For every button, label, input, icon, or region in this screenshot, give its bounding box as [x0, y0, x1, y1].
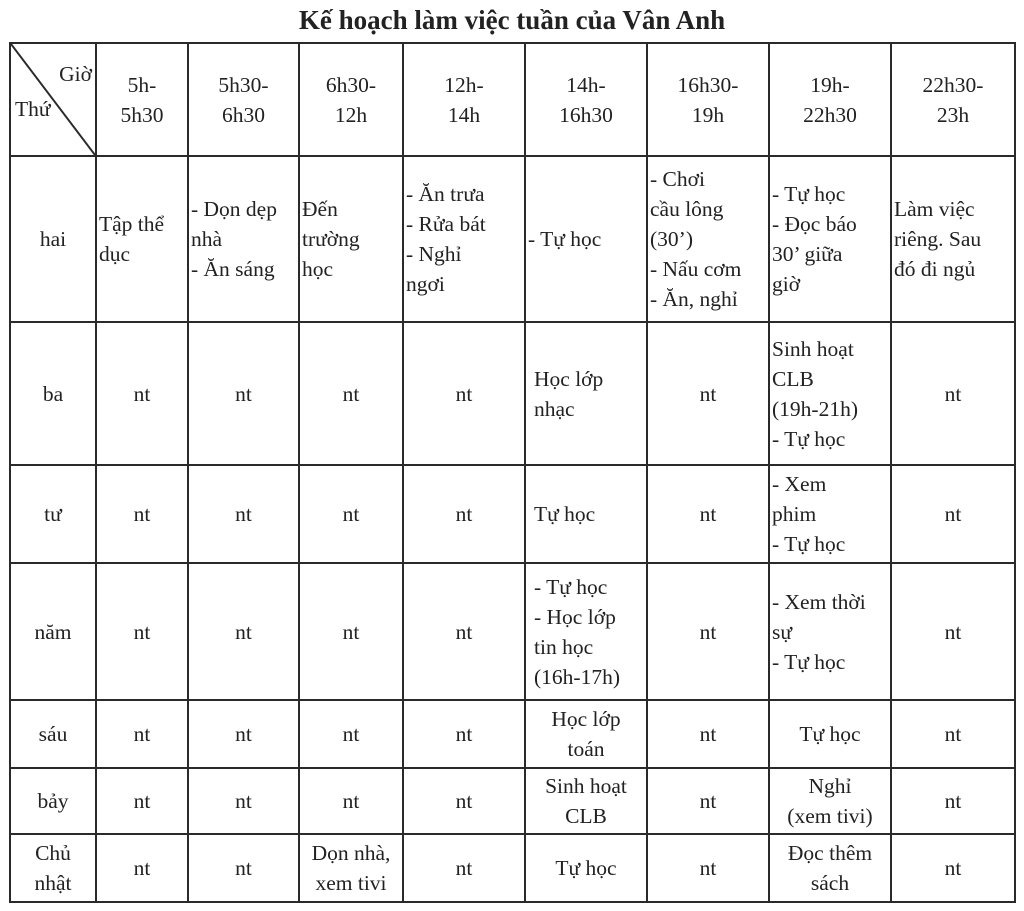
cell-line: nt: [133, 722, 151, 746]
cell-line: xem tivi: [315, 871, 387, 895]
time-slot-header: [525, 43, 647, 156]
schedule-body: [10, 43, 1015, 902]
cell-line: nt: [235, 619, 252, 644]
cell-line: tin học: [534, 634, 594, 659]
day-label: [10, 834, 96, 902]
schedule-cell: [525, 563, 647, 700]
cell-line: nt: [944, 789, 962, 813]
weekly-schedule-table: [9, 42, 1016, 903]
day-label: ba: [10, 322, 96, 465]
schedule-cell: [891, 700, 1015, 768]
cell-line: nt: [455, 502, 473, 526]
table-row: [10, 768, 1015, 834]
cell-line: - Rửa bát: [406, 212, 486, 236]
cell-line: - Tự học: [534, 574, 608, 599]
schedule-cell: [891, 156, 1015, 322]
cell-line: - Học lớp: [534, 604, 616, 629]
header-line: 12h: [334, 102, 368, 127]
schedule-cell: [299, 700, 403, 768]
schedule-cell: [891, 768, 1015, 834]
cell-line: 30’ giữa: [772, 242, 843, 266]
schedule-cell: [188, 156, 299, 322]
cell-line: nt: [699, 722, 717, 746]
cell-line: - Tự học: [772, 426, 846, 451]
schedule-cell: [188, 563, 299, 700]
cell-line: dục: [99, 242, 131, 266]
schedule-cell: [891, 465, 1015, 563]
header-line: 6h30-: [325, 72, 377, 97]
corner-cell: [10, 43, 96, 156]
cell-line: nt: [944, 722, 962, 746]
header-line: 22h30-: [922, 72, 984, 97]
cell-line: nt: [235, 502, 252, 526]
cell-line: nt: [455, 856, 473, 880]
schedule-cell: [299, 768, 403, 834]
schedule-cell: [403, 156, 525, 322]
schedule-cell: [647, 563, 769, 700]
schedule-cell: [96, 834, 188, 902]
cell-line: nt: [342, 619, 360, 644]
cell-line: Học lớp: [551, 707, 621, 731]
cell-line: học: [302, 257, 334, 281]
table-row: [10, 834, 1015, 902]
schedule-cell: [647, 834, 769, 902]
schedule-cell: [96, 768, 188, 834]
schedule-cell: [188, 768, 299, 834]
header-line: 19h-: [810, 72, 850, 97]
schedule-cell: [769, 768, 891, 834]
cell-line: nt: [699, 789, 717, 813]
header-line: 5h-: [127, 72, 157, 97]
cell-line: nt: [455, 381, 473, 406]
schedule-cell: [96, 156, 188, 322]
header-line: 16h30-: [677, 72, 739, 97]
schedule-cell: [299, 563, 403, 700]
cell-line: - Ăn, nghỉ: [650, 287, 738, 311]
day-label: năm: [10, 563, 96, 700]
header-line: 6h30: [222, 102, 265, 127]
cell-line: CLB: [565, 804, 607, 828]
cell-line: Đọc thêm: [787, 841, 873, 865]
cell-line: nt: [699, 502, 717, 526]
schedule-cell: [769, 563, 891, 700]
schedule-cell: [96, 700, 188, 768]
schedule-cell: [96, 322, 188, 465]
header-line: 12h-: [444, 72, 484, 97]
schedule-cell: [891, 563, 1015, 700]
schedule-cell: [403, 563, 525, 700]
schedule-cell: [188, 834, 299, 902]
schedule-cell: [525, 768, 647, 834]
cell-line: nt: [342, 502, 360, 526]
schedule-cell: [647, 700, 769, 768]
cell-line: Tự học: [555, 856, 617, 880]
corner-day-label: Thứ: [15, 97, 51, 121]
schedule-cell: [188, 322, 299, 465]
schedule-cell: [769, 465, 891, 563]
header-row: [10, 43, 1015, 156]
table-row: [10, 156, 1015, 322]
schedule-cell: [647, 156, 769, 322]
cell-line: - Tự học: [528, 227, 602, 251]
cell-line: Làm việc: [894, 197, 975, 221]
cell-line: giờ: [772, 272, 801, 296]
schedule-cell: [647, 322, 769, 465]
schedule-cell: [96, 465, 188, 563]
cell-line: Tự học: [534, 502, 596, 526]
cell-line: - Dọn dẹp: [191, 197, 277, 221]
cell-line: nt: [455, 722, 473, 746]
time-slot-header: [891, 43, 1015, 156]
time-slot-header: [769, 43, 891, 156]
day-label: tư: [10, 465, 96, 563]
schedule-cell: [299, 322, 403, 465]
day-label: sáu: [10, 700, 96, 768]
cell-line: - Ăn sáng: [191, 257, 275, 281]
schedule-cell: [525, 834, 647, 902]
schedule-cell: [188, 700, 299, 768]
schedule-cell: [188, 465, 299, 563]
corner-hour-label: Giờ: [59, 62, 92, 86]
cell-line: - Nghỉ: [406, 242, 462, 266]
cell-line: Dọn nhà,: [311, 841, 391, 865]
schedule-cell: [525, 700, 647, 768]
time-slot-header: [96, 43, 188, 156]
cell-line: (xem tivi): [787, 804, 873, 828]
day-label-line: nhật: [34, 871, 72, 895]
header-line: 23h: [936, 102, 970, 127]
schedule-cell: [647, 465, 769, 563]
cell-line: (19h-21h): [772, 396, 858, 421]
table-row: [10, 322, 1015, 465]
schedule-cell: [403, 322, 525, 465]
cell-line: - Xem thời: [772, 589, 866, 614]
cell-line: nt: [133, 381, 151, 406]
schedule-cell: [769, 700, 891, 768]
time-slot-header: [403, 43, 525, 156]
day-label: bảy: [10, 768, 96, 834]
header-line: 22h30: [803, 102, 857, 127]
cell-line: nt: [235, 789, 252, 813]
cell-line: cầu lông: [650, 197, 724, 221]
cell-line: nt: [944, 856, 962, 880]
schedule-cell: [403, 768, 525, 834]
schedule-cell: [403, 700, 525, 768]
cell-line: nt: [342, 381, 360, 406]
cell-line: (30’): [650, 227, 693, 251]
cell-line: Đến: [302, 197, 338, 221]
cell-line: nt: [455, 789, 473, 813]
schedule-cell: [96, 563, 188, 700]
cell-line: - Tự học: [772, 182, 846, 206]
cell-line: nt: [944, 502, 962, 526]
cell-line: CLB: [772, 366, 814, 391]
schedule-cell: [891, 322, 1015, 465]
day-label-line: Chủ: [35, 841, 71, 865]
header-line: 14h-: [566, 72, 606, 97]
time-slot-header: [299, 43, 403, 156]
header-line: 16h30: [559, 102, 613, 127]
cell-line: nt: [133, 502, 151, 526]
cell-line: nt: [342, 722, 360, 746]
cell-line: (16h-17h): [534, 664, 620, 689]
cell-line: - Nấu cơm: [650, 257, 742, 281]
cell-line: - Tự học: [772, 649, 846, 674]
cell-line: nhạc: [534, 396, 575, 421]
cell-line: Sinh hoạt: [772, 336, 854, 361]
cell-line: đó đi ngủ: [894, 257, 976, 281]
cell-line: - Ăn trưa: [406, 182, 485, 206]
cell-line: ngơi: [406, 272, 445, 296]
cell-line: phim: [772, 502, 817, 526]
day-label: hai: [10, 156, 96, 322]
table-row: [10, 465, 1015, 563]
header-line: 5h30: [120, 102, 164, 127]
schedule-cell: [891, 834, 1015, 902]
schedule-cell: [525, 156, 647, 322]
cell-line: - Xem: [772, 472, 827, 496]
cell-line: nt: [699, 856, 717, 880]
cell-line: riêng. Sau: [894, 227, 982, 251]
schedule-cell: [769, 834, 891, 902]
cell-line: Nghỉ: [808, 774, 852, 798]
schedule-cell: [403, 834, 525, 902]
cell-line: nt: [699, 381, 717, 406]
cell-line: nt: [133, 789, 151, 813]
time-slot-header: [647, 43, 769, 156]
table-row: [10, 563, 1015, 700]
cell-line: Tập thể: [99, 212, 165, 236]
schedule-cell: [525, 322, 647, 465]
cell-line: - Chơi: [650, 167, 705, 191]
schedule-cell: [769, 156, 891, 322]
cell-line: nt: [235, 722, 252, 746]
schedule-cell: [769, 322, 891, 465]
page-title: Kế hoạch làm việc tuần của Vân Anh: [298, 5, 726, 35]
schedule-cell: [299, 465, 403, 563]
schedule-cell: [647, 768, 769, 834]
cell-line: nt: [235, 381, 252, 406]
cell-line: nt: [342, 789, 360, 813]
header-line: 14h: [447, 102, 481, 127]
cell-line: trường: [302, 227, 360, 251]
schedule-cell: [299, 156, 403, 322]
cell-line: nt: [699, 619, 717, 644]
time-slot-header: [188, 43, 299, 156]
schedule-cell: [525, 465, 647, 563]
cell-line: toán: [567, 737, 605, 761]
cell-line: nt: [133, 619, 151, 644]
table-row: [10, 700, 1015, 768]
cell-line: Học lớp: [534, 366, 604, 391]
schedule-cell: [299, 834, 403, 902]
cell-line: nt: [133, 856, 151, 880]
cell-line: sách: [810, 871, 850, 895]
header-line: 5h30-: [218, 72, 269, 97]
cell-line: Sinh hoạt: [545, 774, 627, 798]
cell-line: nt: [235, 856, 252, 880]
cell-line: nt: [944, 619, 962, 644]
cell-line: - Đọc báo: [772, 212, 857, 236]
cell-line: sự: [772, 619, 793, 644]
schedule-cell: [403, 465, 525, 563]
cell-line: nt: [944, 381, 962, 406]
cell-line: nhà: [191, 227, 223, 251]
cell-line: - Tự học: [772, 532, 846, 556]
cell-line: Tự học: [799, 722, 861, 746]
cell-line: nt: [455, 619, 473, 644]
header-line: 19h: [691, 102, 725, 127]
